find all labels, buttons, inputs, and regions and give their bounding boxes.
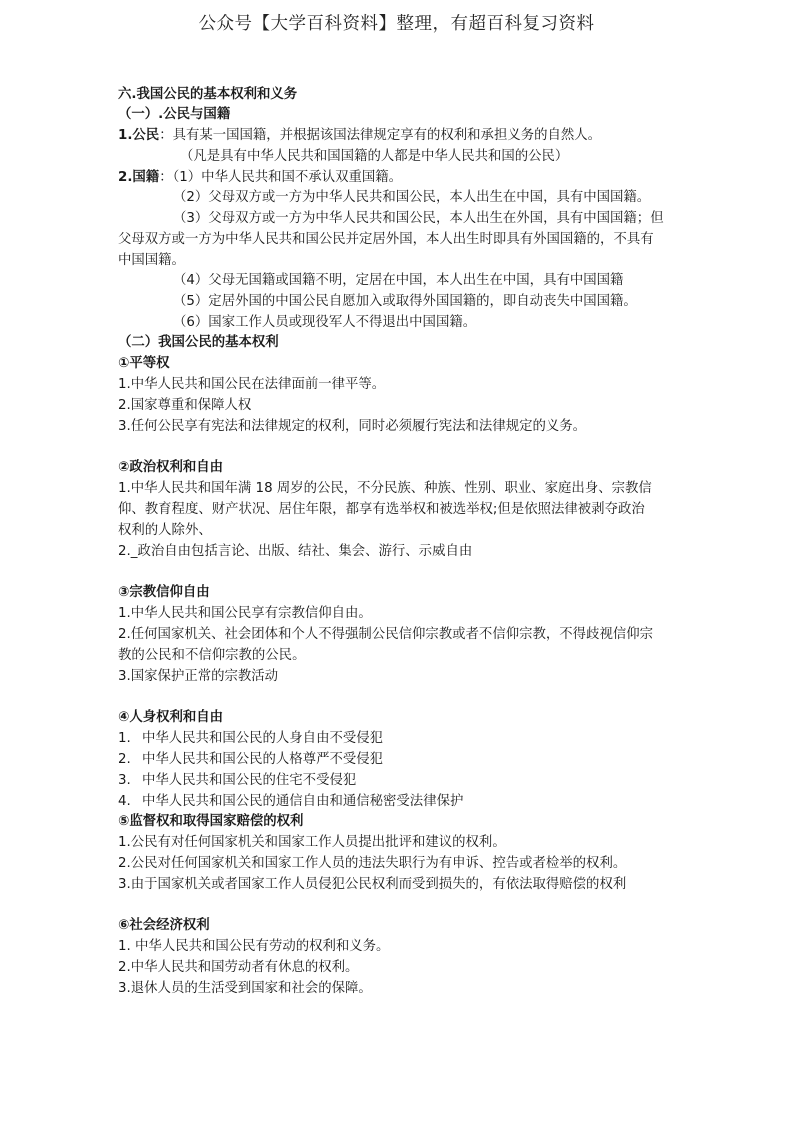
- nationality-label: 2.国籍: [118, 170, 160, 185]
- list-text: 中华人民共和国公民的住宅不受侵犯: [142, 773, 357, 788]
- citizen-note: （凡是具有中华人民共和国国籍的人都是中华人民共和国的公民）: [180, 149, 569, 164]
- page-header: 公众号【大学百科资料】整理，有超百科复习资料: [198, 14, 595, 34]
- nationality-item-3: （3）父母双方或一方为中华人民共和国公民，本人出生在外国，具有中国国籍；但: [173, 211, 664, 226]
- list-number: 4.: [118, 794, 131, 809]
- list-number: 3.: [118, 773, 131, 788]
- list-item: [118, 771, 356, 791]
- nationality-item-4: （4）父母无国籍或国籍不明，定居在中国，本人出生在中国，具有中国国籍: [173, 273, 624, 288]
- nationality-item-5: （5）定居外国的中国公民自愿加入或取得外国国籍的，即自动丧失中国国籍。: [173, 294, 637, 309]
- list-item: 2.公民对任何国家机关和国家工作人员的违法失职行为有申诉、控告或者检举的权利。: [118, 856, 627, 871]
- list-item: 2.中华人民共和国劳动者有休息的权利。: [118, 960, 359, 975]
- list-item: 1. 中华人民共和国公民有劳动的权利和义务。: [118, 939, 390, 954]
- list-item: 3.国家保护正常的宗教活动: [118, 669, 279, 684]
- list-item: 1.中华人民共和国年满 18 周岁的公民，不分民族、种族、性别、职业、家庭出身、宗教信: [118, 481, 652, 496]
- list-text: 中华人民共和国公民的人格尊严不受侵犯: [142, 752, 384, 767]
- list-number: 1.: [118, 731, 131, 746]
- political-heading: ②政治权利和自由: [118, 460, 224, 475]
- subsection-heading: （二）我国公民的基本权利: [118, 335, 279, 350]
- nationality-item-3-cont: 中国国籍。: [118, 253, 185, 268]
- list-text: 中华人民共和国公民的通信自由和通信秘密受法律保护: [142, 794, 464, 809]
- list-item: [118, 792, 463, 812]
- section-title: 六.我国公民的基本权利和义务: [118, 87, 298, 102]
- nationality-item-3-cont: 父母双方或一方为中华人民共和国公民并定居外国，本人出生时即具有外国国籍的，不具有: [118, 232, 654, 247]
- list-item: 2.国家尊重和保障人权: [118, 398, 252, 413]
- nationality-item-2: （2）父母双方或一方为中华人民共和国公民，本人出生在中国，具有中国国籍。: [173, 190, 651, 205]
- list-item: 3.由于国家机关或者国家工作人员侵犯公民权利而受到损失的，有依法取得赔偿的权利: [118, 877, 627, 892]
- list-item: 1.公民有对任何国家机关和国家工作人员提出批评和建议的权利。: [118, 835, 506, 850]
- nationality-item-6: （6）国家工作人员或现役军人不得退出中国国籍。: [173, 315, 477, 330]
- list-number: 2.: [118, 752, 131, 767]
- list-item: [118, 750, 383, 770]
- list-item: 1.中华人民共和国公民享有宗教信仰自由。: [118, 606, 372, 621]
- list-item: 1.中华人民共和国公民在法律面前一律平等。: [118, 377, 386, 392]
- subsection-heading: （一）.公民与国籍: [118, 107, 231, 122]
- list-item: [118, 729, 383, 749]
- citizen-label: 1.公民: [118, 128, 160, 143]
- list-text: 中华人民共和国公民的人身自由不受侵犯: [142, 731, 384, 746]
- list-item: 3.退休人员的生活受到国家和社会的保障。: [118, 981, 372, 996]
- economic-heading: ⑥社会经济权利: [118, 918, 210, 933]
- list-item: 3.任何公民享有宪法和法律规定的权利，同时必须履行宪法和法律规定的义务。: [118, 419, 587, 434]
- person-heading: ④人身权利和自由: [118, 710, 224, 725]
- list-item: 2._政治自由包括言论、出版、结社、集会、游行、示威自由: [118, 544, 473, 559]
- citizen-text: ：具有某一国国籍，并根据该国法律规定享有的权利和承担义务的自然人。: [159, 128, 602, 143]
- list-item-cont: 仰、教育程度、财产状况、居住年限，都享有选举权和被选举权;但是依照法律被剥夺政治: [118, 502, 645, 517]
- list-item-cont: 权利的人除外、: [118, 523, 212, 538]
- equality-heading: ①平等权: [118, 356, 170, 371]
- citizen-definition: [118, 126, 601, 146]
- religion-heading: ③宗教信仰自由: [118, 585, 210, 600]
- supervision-heading: ⑤监督权和取得国家赔偿的权利: [118, 814, 304, 829]
- nationality-text: ：（1）中华人民共和国不承认双重国籍。: [159, 170, 403, 185]
- list-item-cont: 教的公民和不信仰宗教的公民。: [118, 648, 306, 663]
- nationality-item-1: [118, 168, 402, 188]
- list-item: 2.任何国家机关、社会团体和个人不得强制公民信仰宗教或者不信仰宗教，不得歧视信仰宗: [118, 627, 654, 642]
